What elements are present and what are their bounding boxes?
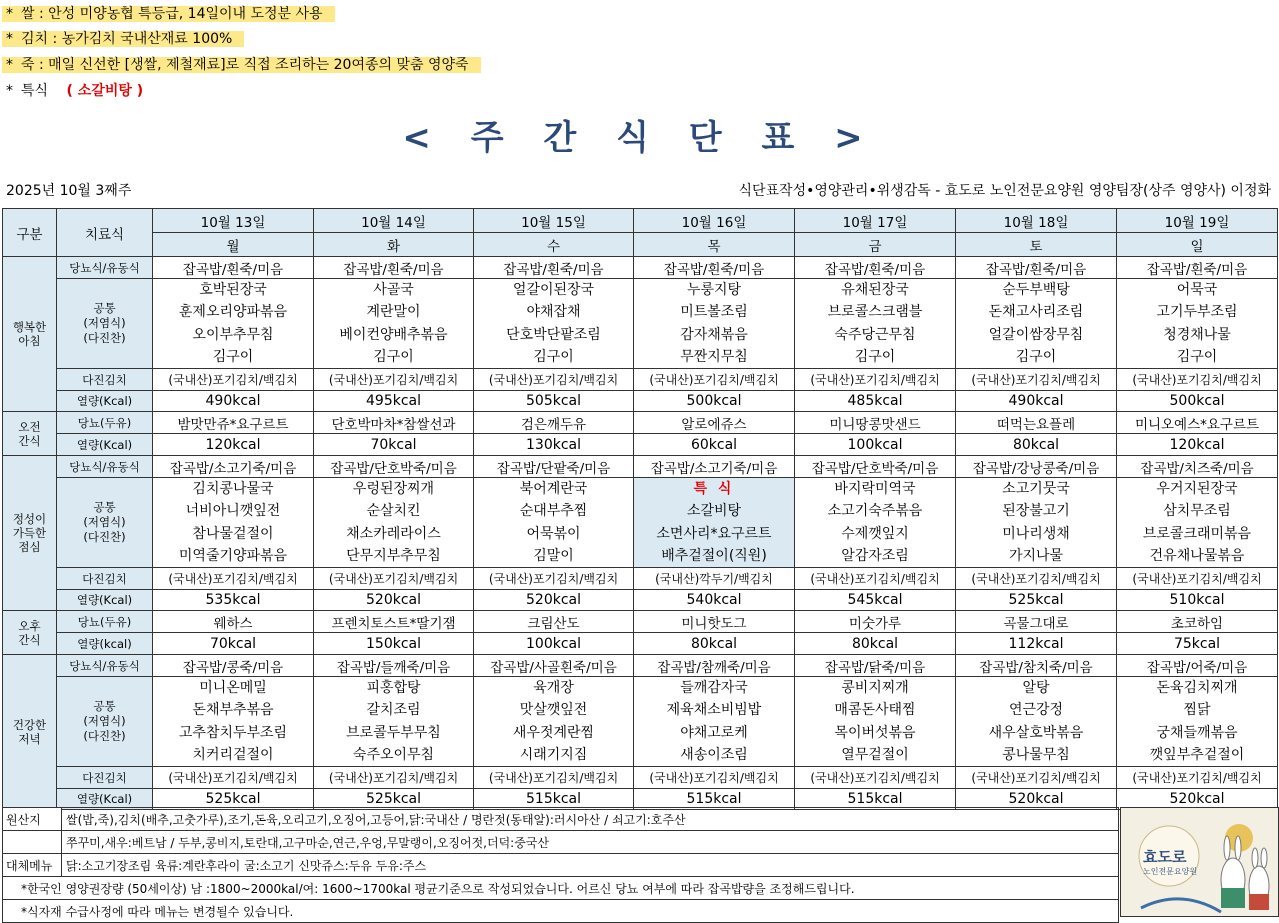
kcal-cell: 80kcal [956, 434, 1117, 456]
dish-item: 된장불고기 [1002, 503, 1070, 520]
diet-cell: 잡곡밥/단호박죽/미음 [314, 456, 474, 478]
dish-item: 김치콩나물국 [192, 481, 274, 498]
snack-diet-label: 당뇨(두유) [57, 611, 153, 633]
notice-porridge-text: 죽 : 매일 신선한 [생쌀, 제철재료]로 직접 조리하는 20여종의 맞춤 영양죽 [21, 57, 469, 73]
dish-item: 너비아니깻잎전 [185, 503, 281, 520]
dish-item: 돈채고사리조림 [988, 304, 1084, 321]
dish-item: 어묵볶이 [526, 525, 581, 542]
am_snack-label: 오전 간식 [3, 412, 57, 456]
dish-item: 돈채부추볶음 [192, 702, 274, 719]
meal-cell [314, 478, 474, 568]
meal-cell [153, 677, 314, 767]
dish-item: 들깨감자국 [680, 680, 748, 697]
dish-item: 미나리생채 [1002, 525, 1070, 542]
dish-item: 호박된장국 [199, 282, 267, 299]
byline: 식단표작성•영양관리•위생감독 - 효도로 노인전문요양원 영양팀장(상주 영양사) 이정화 [738, 183, 1271, 199]
day-header: 토 [956, 233, 1117, 257]
kimchi-cell: (국내산)포기김치/백김치 [795, 568, 956, 590]
facility-logo [1120, 807, 1279, 917]
notice-kimchi-text: 김치 : 농가김치 국내산재료 100% [21, 31, 233, 47]
dish-item: 콩나물무침 [1002, 746, 1070, 763]
snack-cell: 곡물그대로 [956, 611, 1117, 633]
diet-cell: 잡곡밥/소고기죽/미음 [153, 456, 314, 478]
kcal-cell: 490kcal [153, 391, 314, 412]
kcal-cell: 510kcal [1117, 590, 1278, 611]
dish-item: 참나물겉절이 [192, 525, 274, 542]
meal-cell [1117, 478, 1278, 568]
kcal-cell: 520kcal [1117, 789, 1278, 810]
dish-item: 콩비지찌개 [841, 680, 909, 697]
dish-item: 김말이 [533, 547, 574, 564]
dish-item: 연근강정 [1008, 702, 1064, 719]
breakfast-label: 행복한 아침 [3, 257, 57, 412]
meal-cell [474, 279, 634, 369]
dish-item: 김구이 [533, 348, 574, 365]
day-header: 일 [1117, 233, 1278, 257]
snack-cell: 초코하임 [1117, 611, 1278, 633]
dish-item: 수제깻잎지 [841, 525, 909, 542]
dish-item: 소갈비탕 [686, 503, 742, 520]
kimchi-cell: (국내산)포기김치/백김치 [474, 369, 634, 391]
kimchi-cell: (국내산)포기김치/백김치 [314, 568, 474, 590]
kcal-label: 열량(kcal) [57, 633, 153, 655]
kimchi-cell: (국내산)포기김치/백김치 [795, 369, 956, 391]
week-label: 2025년 10월 3째주 [6, 183, 132, 199]
kcal-cell: 75kcal [1117, 633, 1278, 655]
kimchi-cell: (국내산)깍두기/백김치 [634, 568, 795, 590]
dish-item: 소고기뭇국 [1002, 481, 1070, 498]
logo-text: 효도로 [1143, 848, 1187, 866]
diet-cell: 잡곡밥/흰죽/미음 [153, 257, 314, 279]
meal-cell [474, 478, 634, 568]
kimchi-cell: (국내산)포기김치/백김치 [1117, 568, 1278, 590]
dish-item: 무짠지무침 [680, 348, 748, 365]
kcal-cell: 80kcal [634, 633, 795, 655]
dish-item: 감자채볶음 [680, 326, 748, 343]
dish-item: 새우살호박볶음 [988, 724, 1084, 741]
logo-subtext: 노인전문요양원 [1143, 867, 1198, 876]
change-note: *식자재 수급사정에 따라 메뉴는 변경될수 있습니다. [3, 900, 1119, 923]
notice-rice: * 쌀 : 안성 미양농협 특등급, 14일이내 도정분 사용 [2, 3, 335, 25]
dish-item: 순살치킨 [366, 503, 421, 520]
dish-item: 청경채나물 [1163, 326, 1231, 343]
dish-item: 제육채소비빔밥 [666, 702, 762, 719]
date-header: 10월 14일 [314, 209, 474, 233]
diet-label: 당뇨식/유동식 [57, 655, 153, 677]
alt-menu-label: 대체메뉴 [3, 854, 62, 877]
diet-cell: 잡곡밥/닭죽/미음 [795, 655, 956, 677]
kimchi-cell: (국내산)포기김치/백김치 [314, 767, 474, 789]
dish-item: 김구이 [1176, 348, 1218, 365]
diet-cell: 잡곡밥/단팥죽/미음 [474, 456, 634, 478]
notice-kimchi: * 김치 : 농가김치 국내산재료 100% [2, 28, 244, 50]
dish-item: 갈치조림 [366, 702, 421, 719]
diet-label: 당뇨식/유동식 [57, 456, 153, 478]
dish-item: 소면사리*요구르트 [656, 525, 772, 542]
kimchi-cell: (국내산)포기김치/백김치 [474, 767, 634, 789]
dish-item: 알탕 [1022, 680, 1050, 697]
dish-item: 얼갈이쌈장무침 [988, 326, 1084, 343]
meal-cell [314, 279, 474, 369]
dish-item: 깻잎부추겉절이 [1149, 746, 1245, 763]
lunch-label: 정성이 가득한 점심 [3, 456, 57, 611]
diet-cell: 잡곡밥/흰죽/미음 [474, 257, 634, 279]
diet-cell: 잡곡밥/흰죽/미음 [1117, 257, 1278, 279]
dish-item: 고추참치두부조림 [178, 724, 288, 741]
kcal-cell: 485kcal [795, 391, 956, 412]
snack-cell: 검은깨두유 [474, 412, 634, 434]
dish-item: 김구이 [1015, 348, 1057, 365]
kcal-cell: 535kcal [153, 590, 314, 611]
kcal-cell: 112kcal [956, 633, 1117, 655]
kimchi-cell: (국내산)포기김치/백김치 [1117, 767, 1278, 789]
snack-cell: 프렌치토스트*딸기잼 [314, 611, 474, 633]
dish-item: 목이버섯볶음 [834, 724, 916, 741]
dish-item: 육개장 [533, 680, 574, 697]
meal-cell [314, 677, 474, 767]
kcal-label: 열량(Kcal) [57, 590, 153, 611]
diet-label: 당뇨식/유동식 [57, 257, 153, 279]
meal-cell [956, 279, 1117, 369]
kcal-cell: 515kcal [634, 789, 795, 810]
kcal-cell: 525kcal [153, 789, 314, 810]
dish-item: 매콤돈사태찜 [834, 702, 916, 719]
kimchi-cell: (국내산)포기김치/백김치 [956, 369, 1117, 391]
dish-item: 베이컨양배추볶음 [339, 326, 448, 343]
kcal-cell: 120kcal [1117, 434, 1278, 456]
dish-item: 고기두부조림 [1156, 304, 1238, 321]
notice-special-label: 특식 [21, 83, 49, 99]
diet-cell: 잡곡밥/참깨죽/미음 [634, 655, 795, 677]
diet-cell: 잡곡밥/흰죽/미음 [634, 257, 795, 279]
dish-item: 얼갈이된장국 [512, 282, 595, 299]
dish-item: 김구이 [212, 348, 254, 365]
dish-item: 브로콜두부무침 [346, 724, 441, 741]
kcal-cell: 540kcal [634, 590, 795, 611]
dish-item: 새송이조림 [680, 746, 748, 763]
meal-cell [795, 677, 956, 767]
dish-item: 피홍합탕 [366, 680, 421, 697]
snack-cell: 미니핫도그 [634, 611, 795, 633]
alt-menu: 닭:소고기장조림 육류:계란후라이 굴:소고기 신맛쥬스:두유 두유:주스 [62, 854, 1119, 877]
diet-cell: 잡곡밥/참치죽/미음 [956, 655, 1117, 677]
dish-item: 브로콜크래미볶음 [1142, 525, 1252, 542]
kimchi-label: 다진김치 [57, 767, 153, 789]
date-header: 10월 18일 [956, 209, 1117, 233]
dish-item: 숙주당근무침 [834, 326, 916, 343]
dish-item: 우렁된장찌개 [352, 481, 435, 498]
diet-cell: 잡곡밥/콩죽/미음 [153, 655, 314, 677]
snack-cell: 미니오예스*요구르트 [1117, 412, 1278, 434]
snack-cell: 미숫가루 [795, 611, 956, 633]
dish-item: 열무겉절이 [841, 746, 909, 763]
dinner-label: 건강한 저녁 [3, 655, 57, 810]
nutrition-note: *한국인 영양권장량 (50세이상) 남 :1800~2000kal/여: 1600~1700kal 평균기준으로 작성되었습니다. 어르신 당뇨 여부에 따라 잡곡밥량을 조정해드립니다. [3, 877, 1119, 900]
dish-item: 돈육김치찌개 [1156, 680, 1238, 697]
notice-special-value: ( 소갈비탕 ) [66, 83, 144, 99]
snack-cell: 밤맛만쥬*요구르트 [153, 412, 314, 434]
kcal-cell: 120kcal [153, 434, 314, 456]
day-header: 월 [153, 233, 314, 257]
header-category: 구분 [3, 209, 57, 257]
date-header: 10월 17일 [795, 209, 956, 233]
meal-cell [956, 677, 1117, 767]
dish-item: 알감자조림 [841, 547, 909, 564]
kimchi-cell: (국내산)포기김치/백김치 [153, 369, 314, 391]
kimchi-cell: (국내산)포기김치/백김치 [795, 767, 956, 789]
dish-item: 순두부백탕 [1002, 282, 1070, 299]
kcal-cell: 545kcal [795, 590, 956, 611]
pm_snack-label: 오후 간식 [3, 611, 57, 655]
day-header: 목 [634, 233, 795, 257]
kcal-cell: 515kcal [474, 789, 634, 810]
meal-cell [153, 279, 314, 369]
kimchi-cell: (국내산)포기김치/백김치 [956, 767, 1117, 789]
kcal-cell: 150kcal [314, 633, 474, 655]
kcal-cell: 60kcal [634, 434, 795, 456]
header-diet: 치료식 [57, 209, 153, 257]
kimchi-cell: (국내산)포기김치/백김치 [956, 568, 1117, 590]
meal-cell [795, 478, 956, 568]
dish-item: 가지나물 [1008, 547, 1064, 564]
kcal-cell: 490kcal [956, 391, 1117, 412]
diet-cell: 잡곡밥/흰죽/미음 [795, 257, 956, 279]
dish-item: 건유채나물볶음 [1149, 547, 1245, 564]
day-header: 수 [474, 233, 634, 257]
dish-item: 오이부추무침 [192, 326, 274, 343]
dish-item: 채소카레라이스 [346, 525, 441, 542]
kcal-cell: 130kcal [474, 434, 634, 456]
page-title: < 주 간 식 단 표 > [402, 118, 877, 158]
kcal-cell: 505kcal [474, 391, 634, 412]
meal-cell [153, 478, 314, 568]
snack-cell: 웨하스 [153, 611, 314, 633]
kcal-cell: 525kcal [314, 789, 474, 810]
snack-cell: 크림산도 [474, 611, 634, 633]
kcal-cell: 500kcal [634, 391, 795, 412]
kcal-cell: 495kcal [314, 391, 474, 412]
common-label: 공통 (저염식) (다진찬) [57, 279, 153, 369]
diet-cell: 잡곡밥/어죽/미음 [1117, 655, 1278, 677]
kcal-label: 열량(Kcal) [57, 789, 153, 810]
kcal-cell: 515kcal [795, 789, 956, 810]
kimchi-cell: (국내산)포기김치/백김치 [634, 369, 795, 391]
dish-item: 미트볼조림 [680, 304, 748, 321]
dish-item: 미역줄기양파볶음 [178, 547, 288, 564]
kcal-cell: 520kcal [474, 590, 634, 611]
dish-item: 치커리겉절이 [192, 746, 274, 763]
dish-item: 북어계란국 [519, 481, 588, 498]
kcal-label: 열량(Kcal) [57, 434, 153, 456]
dish-item: 어묵국 [1176, 282, 1218, 299]
dish-item: 소고기숙주볶음 [827, 503, 923, 520]
dish-item: 찜닭 [1183, 702, 1211, 719]
meal-cell [956, 478, 1117, 568]
date-header: 10월 16일 [634, 209, 795, 233]
meal-cell [474, 677, 634, 767]
weekly-menu-table [2, 208, 1278, 810]
kcal-cell: 100kcal [474, 633, 634, 655]
notice-rice-text: 쌀 : 안성 미양농협 특등급, 14일이내 도정분 사용 [21, 6, 323, 22]
meal-cell [1117, 279, 1278, 369]
kcal-cell: 100kcal [795, 434, 956, 456]
dish-item: 미니온메밀 [199, 680, 267, 697]
diet-cell: 잡곡밥/사골흰죽/미음 [474, 655, 634, 677]
kimchi-label: 다진김치 [57, 369, 153, 391]
diet-cell: 잡곡밥/단호박죽/미음 [795, 456, 956, 478]
meal-cell [1117, 677, 1278, 767]
dish-item: 누룽지탕 [686, 282, 742, 299]
origin-line-1: 쌀(밥,죽),김치(배추,고춧가루),조기,돈육,오리고기,오징어,고등어,닭:국내산 / 명란젓(동태알):러시아산 / 쇠고기:호주산 [62, 808, 1119, 831]
meal-cell [634, 478, 795, 568]
dish-item: 우거지된장국 [1156, 481, 1238, 498]
kimchi-cell: (국내산)포기김치/백김치 [474, 568, 634, 590]
dish-item: 궁채들깨볶음 [1156, 724, 1238, 741]
dish-item: 맛살깻잎전 [519, 702, 588, 719]
kcal-cell: 500kcal [1117, 391, 1278, 412]
common-label: 공통 (저염식) (다진찬) [57, 478, 153, 568]
dish-item: 훈제오리양파볶음 [178, 304, 288, 321]
dish-item: 계란말이 [366, 304, 421, 321]
kcal-cell: 520kcal [314, 590, 474, 611]
kimchi-cell: (국내산)포기김치/백김치 [153, 568, 314, 590]
dish-item: 유채된장국 [841, 282, 909, 299]
diet-cell: 잡곡밥/들깨죽/미음 [314, 655, 474, 677]
kcal-cell: 70kcal [153, 633, 314, 655]
snack-cell: 단호박마차*참쌀선과 [314, 412, 474, 434]
snack-cell: 떠먹는요플레 [956, 412, 1117, 434]
kimchi-label: 다진김치 [57, 568, 153, 590]
meal-cell [795, 279, 956, 369]
dish-item: 바지락미역국 [834, 481, 916, 498]
kcal-label: 열량(Kcal) [57, 391, 153, 412]
kimchi-cell: (국내산)포기김치/백김치 [634, 767, 795, 789]
dish-item: 단무지부추무침 [346, 547, 441, 564]
diet-cell: 잡곡밥/소고기죽/미음 [634, 456, 795, 478]
dish-item: 삼치무조림 [1163, 503, 1231, 520]
dish-item: 브로콜스크램블 [827, 304, 923, 321]
common-label: 공통 (저염식) (다진찬) [57, 677, 153, 767]
dish-item: 새우젓계란찜 [512, 724, 595, 741]
dish-item: 숙주오이무침 [352, 746, 435, 763]
day-header: 화 [314, 233, 474, 257]
dish-item: 사골국 [373, 282, 414, 299]
day-header: 금 [795, 233, 956, 257]
diet-cell: 잡곡밥/강낭콩죽/미음 [956, 456, 1117, 478]
dish-item: 야채잡채 [526, 304, 581, 321]
dish-item: 단호박단팥조림 [506, 326, 601, 343]
dish-item: 특 식 [693, 481, 735, 498]
kimchi-cell: (국내산)포기김치/백김치 [1117, 369, 1278, 391]
snack-diet-label: 당뇨(두유) [57, 412, 153, 434]
dish-item: 시래기지짐 [519, 746, 588, 763]
date-header: 10월 15일 [474, 209, 634, 233]
meal-cell [634, 279, 795, 369]
diet-cell: 잡곡밥/흰죽/미음 [956, 257, 1117, 279]
dish-item: 순대부추찜 [519, 503, 588, 520]
notice-special: * 특식 ( 소갈비탕 ) [6, 83, 144, 99]
kcal-cell: 70kcal [314, 434, 474, 456]
dish-item: 야채고로케 [680, 724, 748, 741]
dish-item: 배추겉절이(직원) [661, 547, 767, 564]
kimchi-cell: (국내산)포기김치/백김치 [314, 369, 474, 391]
dish-item: 김구이 [854, 348, 896, 365]
kimchi-cell: (국내산)포기김치/백김치 [153, 767, 314, 789]
footer-table [2, 807, 1119, 923]
date-header: 10월 19일 [1117, 209, 1278, 233]
notice-porridge: * 죽 : 매일 신선한 [생쌀, 제철재료]로 직접 조리하는 20여종의 맞춤 영양죽 [2, 54, 481, 76]
origin-label: 원산지 [3, 808, 62, 831]
diet-cell: 잡곡밥/치즈죽/미음 [1117, 456, 1278, 478]
dish-item: 김구이 [373, 348, 414, 365]
diet-cell: 잡곡밥/흰죽/미음 [314, 257, 474, 279]
origin-line-2: 쭈꾸미,새우:베트남 / 두부,콩비지,토란대,고구마순,연근,우엉,무말랭이,오징어젓,더덕:중국산 [62, 831, 1119, 854]
date-header: 10월 13일 [153, 209, 314, 233]
snack-cell: 미니땅콩맛샌드 [795, 412, 956, 434]
snack-cell: 알로에쥬스 [634, 412, 795, 434]
kcal-cell: 520kcal [956, 789, 1117, 810]
kcal-cell: 80kcal [795, 633, 956, 655]
kcal-cell: 525kcal [956, 590, 1117, 611]
meal-cell [634, 677, 795, 767]
